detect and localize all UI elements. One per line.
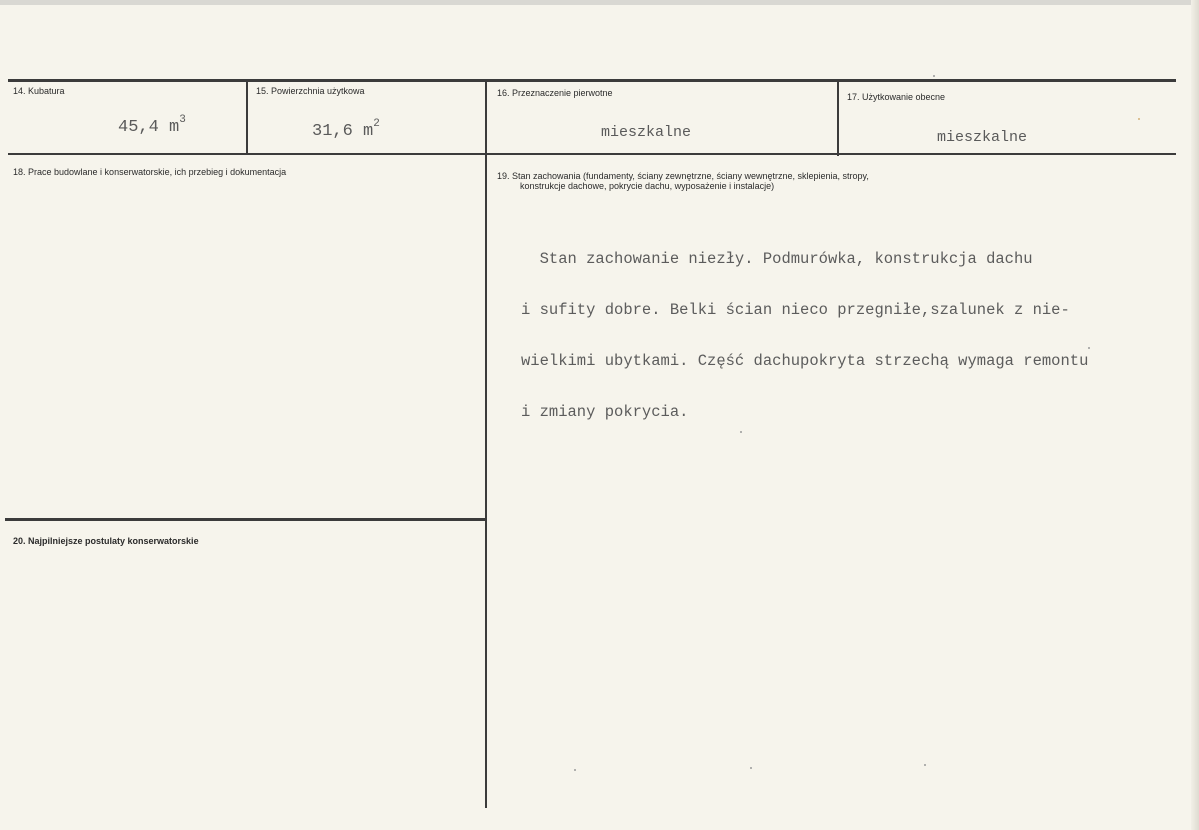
paper-speck — [574, 769, 576, 771]
field-14-label: 14. Kubatura — [13, 86, 65, 96]
field-19-label-line-2: konstrukcje dachowe, pokrycie dachu, wyposażenie i instalacje) — [520, 181, 775, 191]
paper-speck — [924, 764, 926, 766]
field-19-text-line: Stan zachowanie niezły. Podmurówka, konstrukcja dachu — [521, 250, 1033, 268]
field-16-value: mieszkalne — [601, 124, 692, 141]
field-17-value: mieszkalne — [937, 129, 1028, 146]
field-19-text-line: wielkimi ubytkami. Część dachupokryta strzechą wymaga remontu — [521, 352, 1089, 370]
scan-right-edge — [1191, 0, 1199, 830]
top-rule — [8, 79, 1176, 82]
field-17-label: 17. Użytkowanie obecne — [847, 92, 946, 102]
field-19-label-line-1: 19. Stan zachowania (fundamenty, ściany zewnętrzne, ściany wewnętrzne, sklepienia, stropy, — [497, 171, 869, 181]
field-14-unit-exponent: 3 — [179, 114, 186, 126]
scan-top-edge — [0, 0, 1199, 5]
paper-speck — [750, 767, 752, 769]
field-15-unit-exponent: 2 — [373, 118, 380, 130]
main-vertical-divider — [485, 81, 487, 808]
field-15-value — [312, 118, 380, 141]
divider-14-15 — [246, 81, 248, 154]
paper-speck — [1088, 347, 1090, 349]
field-15-label: 15. Powierzchnia użytkowa — [256, 86, 365, 96]
paper-speck — [740, 431, 742, 433]
field-16-label: 16. Przeznaczenie pierwotne — [497, 88, 613, 98]
field-19-text-line: i zmiany pokrycia. — [521, 403, 689, 421]
field-19-condition-text — [521, 217, 1088, 455]
header-row-bottom-rule — [8, 153, 1176, 155]
field-14-value — [118, 114, 186, 137]
field-20-label: 20. Najpilniejsze postulaty konserwatorskie — [13, 536, 199, 546]
section-18-bottom-rule — [5, 518, 485, 521]
field-19-label — [497, 171, 977, 191]
field-15-number: 31,6 m — [312, 122, 374, 141]
divider-16-17 — [837, 82, 839, 156]
paper-speck — [933, 75, 935, 77]
field-18-label: 18. Prace budowlane i konserwatorskie, ich przebieg i dokumentacja — [13, 167, 287, 177]
field-14-number: 45,4 m — [118, 118, 180, 137]
paper-speck — [1138, 118, 1140, 120]
field-19-text-line: i sufity dobre. Belki ścian nieco przegniłe,szalunek z nie- — [521, 301, 1070, 319]
